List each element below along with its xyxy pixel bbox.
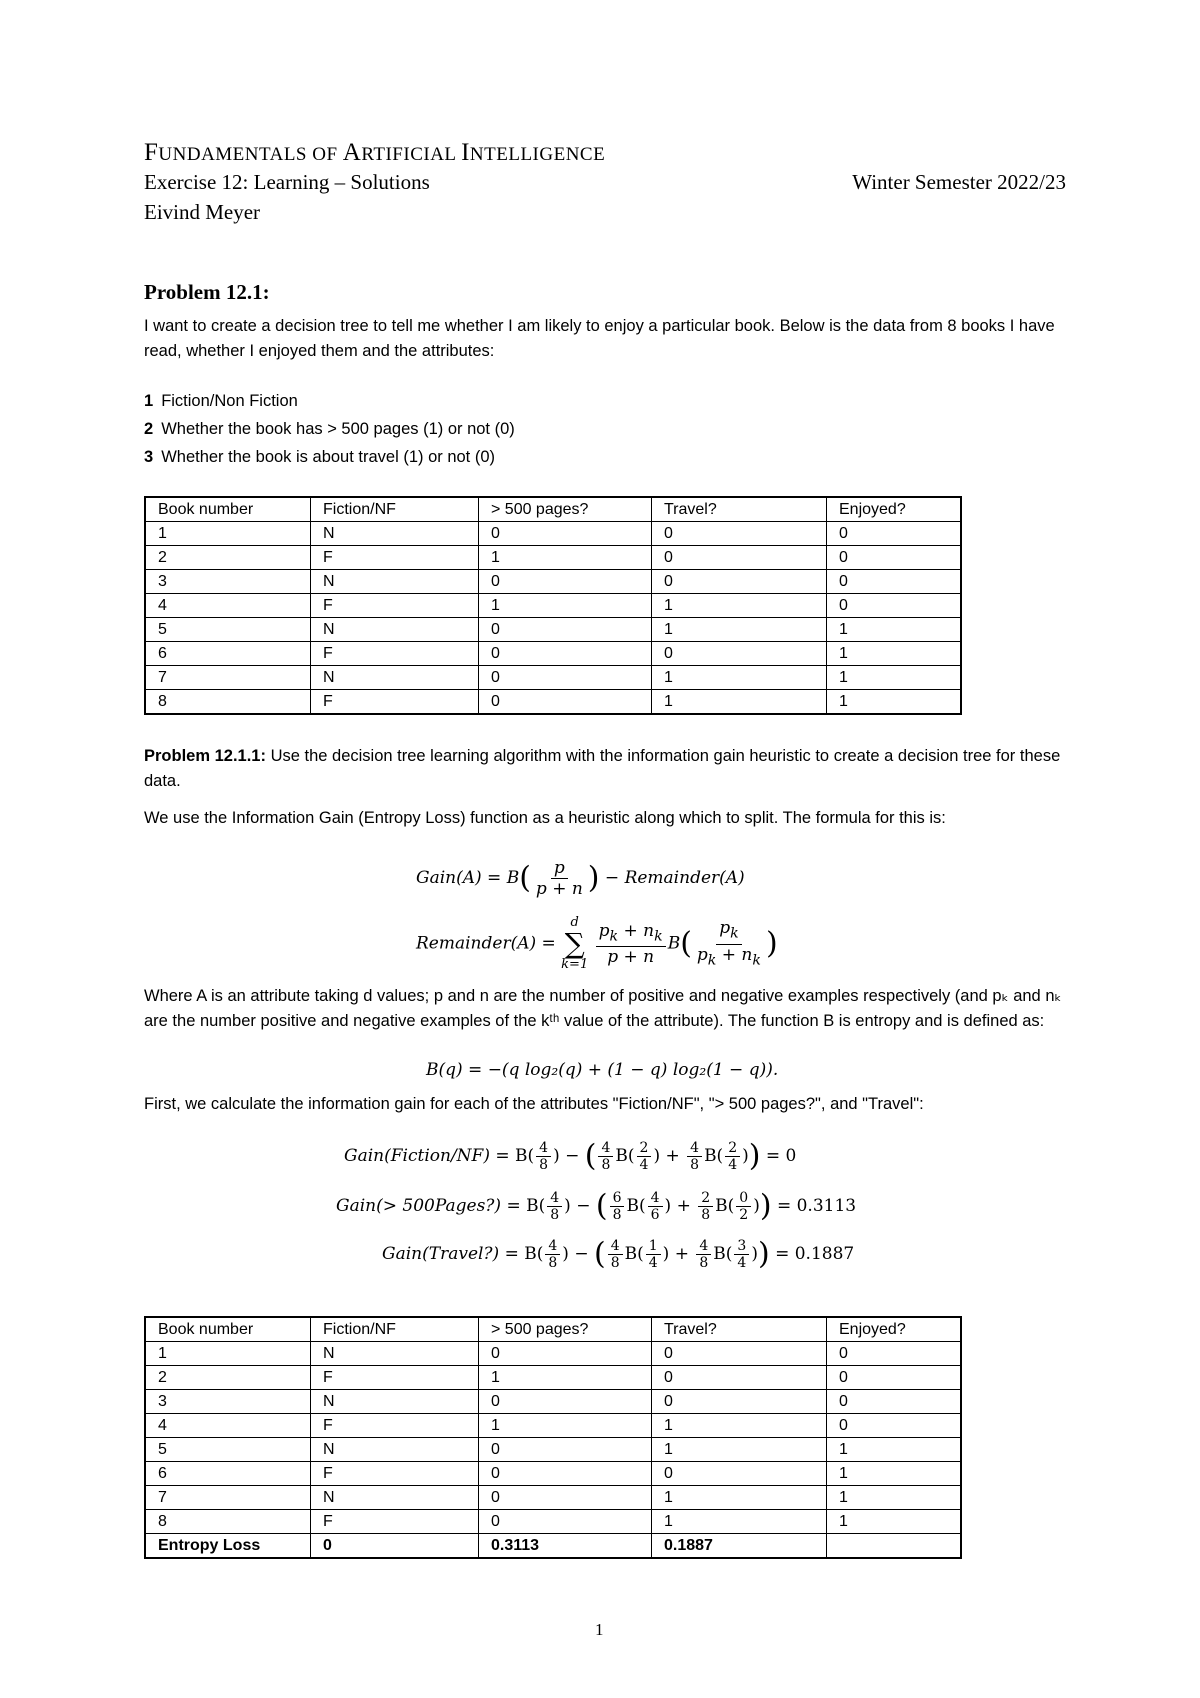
table-cell: 1 [479,1366,652,1390]
table-cell: N [311,618,479,642]
table-cell: 8 [145,690,311,715]
table-header-cell: > 500 pages? [479,1317,652,1342]
explanation-text: We use the Information Gain (Entropy Loss) function as a heuristic along which to split. The formula for this is: [144,809,946,827]
page-number: 1 [595,1620,604,1639]
gain-equation-lhs: Gain(> 500Pages?) = [336,1196,521,1216]
table-cell: 1 [145,1342,311,1366]
table-header-row [145,497,961,522]
fraction: $\frac{2}{4}$ [725,1140,740,1173]
attribute-number: 3 [144,448,154,466]
table-cell: F [311,546,479,570]
fraction: $\frac{4}{8}$ [598,1140,613,1173]
table-footer-cell: Entropy Loss [145,1534,311,1559]
table-cell: N [311,1486,479,1510]
table-cell: 0 [479,690,652,715]
fraction: $\frac{2}{8}$ [698,1190,713,1223]
gain-equation-lhs: Gain(Fiction/NF) = [344,1146,510,1166]
table-cell: 0 [479,618,652,642]
table-cell: N [311,1342,479,1366]
fraction: $\frac{1}{4}$ [646,1238,661,1271]
table-header-cell: > 500 pages? [479,497,652,522]
remainder-lhs: Remainder(A) = [416,933,556,954]
fraction: $\frac{2}{4}$ [637,1140,652,1173]
table-cell: 1 [145,522,311,546]
table-cell: 2 [145,1366,311,1390]
table-cell: F [311,594,479,618]
table-cell: 2 [145,546,311,570]
table-row [145,1390,961,1414]
table-cell: 0 [479,642,652,666]
table-cell: 0 [827,570,962,594]
table-row [145,1438,961,1462]
problem-intro: I want to create a decision tree to tell me whether I am likely to enjoy a particular book. Below is the data from 8 books I have read, whether I enjoyed them and the attributes: [144,317,1055,360]
table-cell: 0 [652,570,827,594]
table-row [145,690,961,715]
table-cell: 1 [652,594,827,618]
table-row [145,546,961,570]
header-subline [144,170,1066,195]
table-cell: 8 [145,1510,311,1534]
table-cell: F [311,1366,479,1390]
title-part: UNDAMENTALS OF [158,144,343,165]
table-cell: 4 [145,594,311,618]
table-cell: N [311,570,479,594]
table-row [145,1366,961,1390]
entropy-table [144,1316,962,1559]
attribute-number: 2 [144,420,154,438]
gain-result: = 0.3113 [776,1196,857,1216]
table-cell: 5 [145,618,311,642]
table-row [145,618,961,642]
table-cell: F [311,1414,479,1438]
gain-equation: Gain(Travel?) = B( $\frac{4}{8}$ ) − ( $\frac{4}{8}$ B( $\frac{1}{4}$ ) + $\frac{4}{8}$ B( $\frac{3}{4}$ )) = 0.1887 [382,1236,855,1272]
title-part: NTELLIGENCE [469,144,606,165]
exercise-title: Exercise 12: Learning – Solutions [144,170,430,194]
attribute-text: Whether the book has > 500 pages (1) or not (0) [161,420,515,438]
table-cell: 1 [652,690,827,715]
fraction: $\frac{4}{8}$ [696,1238,711,1271]
table-cell: 1 [827,642,962,666]
title-part: RTIFICIAL [361,144,462,165]
table-cell: 0 [479,666,652,690]
table-cell: 0 [479,1390,652,1414]
table-cell: 1 [652,1510,827,1534]
table-cell: 1 [652,666,827,690]
table-cell: 6 [145,1462,311,1486]
fraction: $\frac{0}{2}$ [736,1190,751,1223]
gain-rhs: − Remainder(A) [604,868,745,888]
table-footer-cell: 0 [311,1534,479,1559]
fraction: $\frac{4}{8}$ [608,1238,623,1271]
table-cell: 1 [479,546,652,570]
fraction: $\frac{4}{8}$ [545,1238,560,1271]
paren: ( [519,860,531,896]
document-page [144,0,1066,1698]
table-row [145,522,961,546]
table-row [145,594,961,618]
table-cell: F [311,690,479,715]
table-cell: 3 [145,1390,311,1414]
fraction: $\frac{p_k}{p_k + n_k}$ [696,918,761,968]
first-text: First, we calculate the information gain for each of the attributes "Fiction/NF", "> 500 pages?", and "Travel": [144,1095,924,1113]
table-cell: N [311,1438,479,1462]
gain-equation: Gain(Fiction/NF) = B( $\frac{4}{8}$ ) − ( $\frac{4}{8}$ B( $\frac{2}{4}$ ) + $\frac{4}{8}$ B( $\frac{2}{4}$ )) = 0 [344,1138,797,1174]
table-cell: N [311,666,479,690]
gain-result: = 0 [765,1146,797,1166]
table-cell: 5 [145,1438,311,1462]
table-cell: 0 [652,1462,827,1486]
summation: d ∑ k=1 [561,915,589,972]
table-cell: 7 [145,666,311,690]
table-header-cell: Fiction/NF [311,1317,479,1342]
table-header-cell: Fiction/NF [311,497,479,522]
table-header-cell: Travel? [652,1317,827,1342]
subproblem-label: Problem 12.1.1: [144,747,266,765]
table-cell: 1 [479,594,652,618]
table-row [145,1414,961,1438]
table-cell: 1 [652,1414,827,1438]
table-cell: N [311,1390,479,1414]
table-cell: 0 [652,1366,827,1390]
fraction: $\frac{p_k + n_k}{p + n}$ [596,921,666,967]
table-cell: 1 [827,618,962,642]
table-cell: 3 [145,570,311,594]
table-cell: 1 [652,1486,827,1510]
table-cell: 6 [145,642,311,666]
author: Eivind Meyer [144,200,261,224]
table-cell: 0 [827,1414,962,1438]
table-header-cell: Book number [145,497,311,522]
table-cell: 1 [652,618,827,642]
where-text: Where A is an attribute taking d values; p and n are the number of positive and negative examples respectively (and pₖ and nₖ are the number positive and negative examples of the kᵗʰ value of the attribute). The function B is entropy and is defined as: [144,987,1062,1030]
table-cell: N [311,522,479,546]
table-cell: 0 [827,546,962,570]
table-header-cell: Enjoyed? [827,497,962,522]
books-table [144,496,962,715]
table-footer-cell: 0.1887 [652,1534,827,1559]
fraction: $\frac{4}{8}$ [687,1140,702,1173]
gain-equation-lhs: Gain(Travel?) = [382,1244,519,1264]
table-cell: 1 [479,1414,652,1438]
entropy-formula [426,1060,778,1080]
course-title [144,139,605,167]
table-cell: F [311,1462,479,1486]
fraction: $\frac{4}{6}$ [648,1190,663,1223]
fraction: $\frac{3}{4}$ [734,1238,749,1271]
gain-lhs: Gain(A) = B [416,868,520,888]
semester: Winter Semester 2022/23 [852,170,1066,194]
table-row [145,666,961,690]
fraction: $\frac{6}{8}$ [610,1190,625,1223]
table-cell: 0 [652,1342,827,1366]
table-cell: 0 [827,522,962,546]
table-header-cell: Book number [145,1317,311,1342]
table-cell: 0 [827,1342,962,1366]
table-cell: 0 [479,1462,652,1486]
table-cell: 0 [479,522,652,546]
table-cell: 0 [827,1390,962,1414]
table-row [145,642,961,666]
table-cell: F [311,642,479,666]
attribute-item [144,448,495,467]
attribute-item [144,392,298,411]
table-row [145,1486,961,1510]
table-header-row [145,1317,961,1342]
title-part: A [342,139,362,166]
table-footer-cell: 0.3113 [479,1534,652,1559]
table-cell: 1 [827,1438,962,1462]
paren: ) [587,860,600,896]
table-footer-cell [827,1534,962,1559]
table-cell: 1 [827,690,962,715]
table-cell: 0 [652,1390,827,1414]
title-part: F [144,139,159,166]
gain-result: = 0.1887 [775,1244,855,1264]
table-cell: 1 [827,1510,962,1534]
table-cell: 0 [479,1486,652,1510]
fraction: $\frac{4}{8}$ [547,1190,562,1223]
attribute-text: Whether the book is about travel (1) or not (0) [161,448,496,466]
table-cell: 0 [479,1342,652,1366]
subproblem-text [144,744,1066,794]
table-cell: 0 [652,642,827,666]
table-header-cell: Enjoyed? [827,1317,962,1342]
attribute-number: 1 [144,392,154,410]
table-cell: 0 [479,570,652,594]
gain-formula [416,858,745,899]
remainder-formula: Remainder(A) = d ∑ k=1 $\frac{p_k + n_k}{p + n}$ B( $\frac{p_k}{p_k + n_k}$ ) [416,915,778,972]
table-cell: 0 [827,1366,962,1390]
table-cell: 0 [827,594,962,618]
table-cell: 7 [145,1486,311,1510]
title-part: I [461,139,470,166]
table-row [145,1462,961,1486]
table-row [145,1510,961,1534]
attribute-item [144,420,515,439]
table-cell: 4 [145,1414,311,1438]
gain-equation: Gain(> 500Pages?) = B( $\frac{4}{8}$ ) − ( $\frac{6}{8}$ B( $\frac{4}{6}$ ) + $\frac{2}{8}$ B( $\frac{0}{2}$ )) = 0.3113 [336,1188,857,1224]
problem-title: Problem 12.1: [144,280,270,304]
table-row [145,1342,961,1366]
subproblem-body: Use the decision tree learning algorithm with the information gain heuristic to create a decision tree for these data. [144,747,1061,790]
fraction: $\frac{p}{p + n}$ [535,858,583,899]
table-cell: 0 [652,546,827,570]
table-header-cell: Travel? [652,497,827,522]
fraction: $\frac{4}{8}$ [536,1140,551,1173]
table-cell: 1 [827,1486,962,1510]
entropy-text: B(q) = −(q log₂(q) + (1 − q) log₂(1 − q)). [426,1060,779,1080]
table-row [145,570,961,594]
table-cell: 0 [652,522,827,546]
table-cell: 1 [827,1462,962,1486]
table-cell: 1 [652,1438,827,1462]
table-cell: 0 [479,1510,652,1534]
table-footer-row [145,1534,961,1559]
table-cell: F [311,1510,479,1534]
attribute-text: Fiction/Non Fiction [161,392,298,410]
table-cell: 1 [827,666,962,690]
table-cell: 0 [479,1438,652,1462]
